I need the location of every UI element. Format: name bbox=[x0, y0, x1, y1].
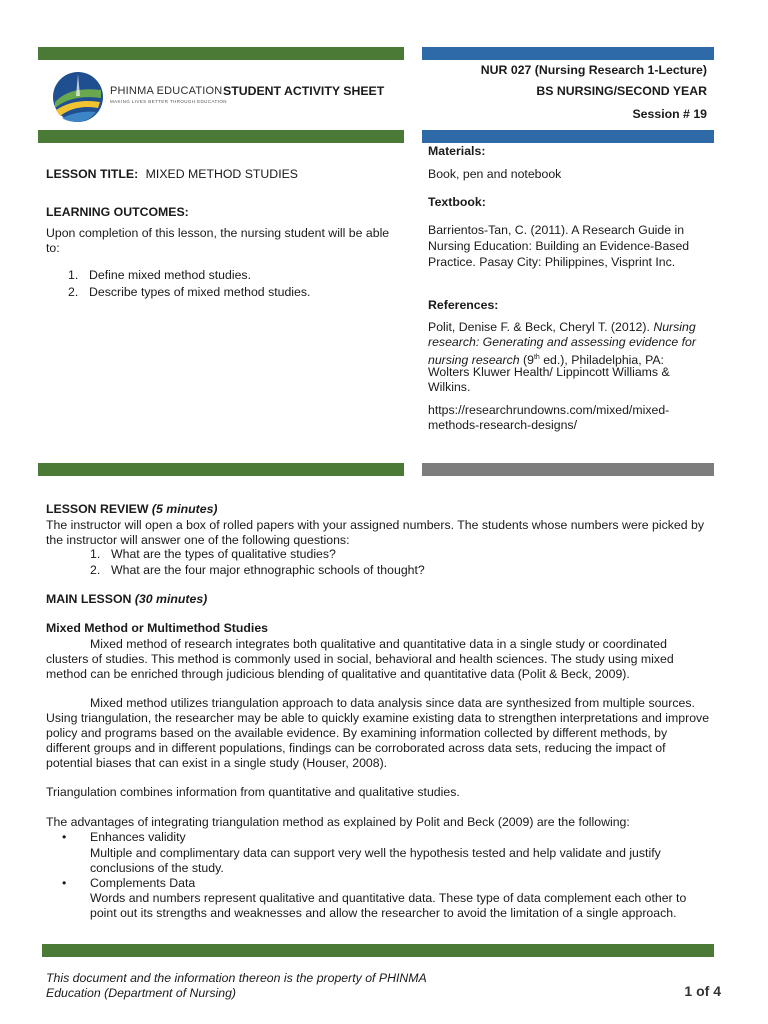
header-top-bar-left bbox=[38, 47, 404, 60]
materials-text: Book, pen and notebook bbox=[428, 167, 562, 181]
reference-publisher: ed.), Philadelphia, PA: bbox=[539, 353, 664, 368]
reference-1-line-5: Wilkins. bbox=[428, 380, 471, 394]
section-bar-left bbox=[38, 463, 404, 476]
question-text: What are the types of qualitative studies? bbox=[111, 547, 336, 561]
phinma-logo-icon bbox=[52, 68, 104, 126]
textbook-line: Practice. Pasay City: Philippines, Visprint Inc. bbox=[428, 255, 676, 269]
course-code: NUR 027 (Nursing Research 1-Lecture) bbox=[480, 63, 707, 77]
outcome-text: Define mixed method studies. bbox=[89, 268, 251, 282]
paragraph-2-line: Using triangulation, the researcher may be able to quickly examine existing data to strengthen interpretations and improve bbox=[46, 711, 710, 725]
reference-edition: (9 bbox=[519, 353, 534, 368]
main-subheading: Mixed Method or Multimethod Studies bbox=[46, 621, 269, 635]
reference-1-line-1 bbox=[428, 320, 696, 335]
review-text-line: the instructor will answer one of the following questions: bbox=[46, 533, 350, 547]
textbook-line: Barrientos-Tan, C. (2011). A Research Guide in bbox=[428, 223, 685, 237]
paragraph-3: Triangulation combines information from quantitative and qualitative studies. bbox=[46, 785, 460, 799]
outcome-number: 1. bbox=[68, 268, 79, 282]
textbook-heading: Textbook: bbox=[428, 195, 486, 209]
session-number: Session # 19 bbox=[632, 107, 707, 121]
paragraph-1-line: clusters of studies. This method is commonly used in social, behavioral and health sciences. The study using mixed bbox=[46, 652, 674, 666]
outcomes-intro-line-2: to: bbox=[46, 241, 60, 255]
sheet-title: STUDENT ACTIVITY SHEET bbox=[223, 84, 385, 98]
lesson-title-label: LESSON TITLE: bbox=[46, 167, 139, 181]
advantage-title: Enhances validity bbox=[90, 830, 186, 844]
header-bottom-bar-right bbox=[422, 130, 714, 143]
advantage-title: Complements Data bbox=[90, 876, 196, 890]
reference-edition-sup: th bbox=[533, 354, 540, 361]
references-heading: References: bbox=[428, 298, 499, 312]
advantage-text-line: point out its strengths and weaknesses and allow the researcher to avoid the limitation of a single approach. bbox=[90, 906, 677, 920]
outcome-text: Describe types of mixed method studies. bbox=[89, 285, 311, 299]
review-text-line: The instructor will open a box of rolled papers with your assigned numbers. The students whose numbers were picked by bbox=[46, 518, 704, 532]
reference-2-line-1[interactable]: https://researchrundowns.com/mixed/mixed- bbox=[428, 403, 670, 417]
paragraph-1-line: Mixed method of research integrates both qualitative and quantitative data in a single study or coordinated bbox=[90, 637, 667, 651]
main-lesson-duration: (30 minutes) bbox=[134, 592, 208, 606]
lesson-review-title: LESSON REVIEW bbox=[46, 502, 149, 516]
learning-outcomes-heading: LEARNING OUTCOMES: bbox=[46, 205, 189, 219]
question-text: What are the four major ethnographic schools of thought? bbox=[111, 563, 425, 577]
page-number: 1 of 4 bbox=[684, 983, 721, 999]
footer-line-1: This document and the information thereon is the property of PHINMA bbox=[46, 971, 427, 985]
materials-heading: Materials: bbox=[428, 144, 486, 158]
lesson-review-duration: (5 minutes) bbox=[151, 502, 218, 516]
lesson-title-value: MIXED METHOD STUDIES bbox=[145, 167, 299, 181]
reference-title-part: nursing research bbox=[428, 353, 520, 368]
reference-authors: Polit, Denise F. & Beck, Cheryl T. (2012). bbox=[428, 320, 654, 334]
reference-1-line-2 bbox=[428, 335, 696, 350]
reference-title-part: Nursing bbox=[653, 320, 696, 334]
footer-bar bbox=[42, 944, 714, 957]
paragraph-4: The advantages of integrating triangulation method as explained by Polit and Beck (2009) are the following: bbox=[46, 815, 630, 829]
reference-2-line-2[interactable]: methods-research-designs/ bbox=[428, 418, 577, 432]
reference-1-line-4: Wolters Kluwer Health/ Lippincott Williams & bbox=[428, 365, 670, 379]
reference-title-part: research: Generating and assessing evidence for bbox=[428, 335, 696, 349]
paragraph-1-line: method can be enriched through judicious blending of qualitative and quantitative data (Polit & Beck, 2009). bbox=[46, 667, 630, 681]
bullet-icon: • bbox=[62, 876, 67, 890]
bullet-icon: • bbox=[62, 830, 67, 844]
textbook-line: Nursing Education: Building an Evidence-Based bbox=[428, 239, 690, 253]
lesson-title bbox=[46, 167, 298, 182]
footer-line-2: Education (Department of Nursing) bbox=[46, 986, 237, 1000]
outcome-number: 2. bbox=[68, 285, 79, 299]
advantage-text-line: Words and numbers represent qualitative and quantitative data. These type of data complement each other to bbox=[90, 891, 687, 905]
logo-tagline: MAKING LIVES BETTER THROUGH EDUCATION bbox=[110, 99, 227, 104]
advantage-text-line: Multiple and complimentary data can support very well the hypothesis tested and help validate and justify bbox=[90, 846, 661, 860]
advantage-text-line: conclusions of the study. bbox=[90, 861, 224, 875]
header-bottom-bar-left bbox=[38, 130, 404, 143]
section-bar-right bbox=[422, 463, 714, 476]
main-lesson-title: MAIN LESSON bbox=[46, 592, 132, 606]
logo-name: PHINMA EDUCATION bbox=[110, 85, 223, 97]
lesson-review-heading bbox=[46, 502, 218, 517]
program-year: BS NURSING/SECOND YEAR bbox=[536, 84, 707, 98]
outcomes-intro-line-1: Upon completion of this lesson, the nursing student will be able bbox=[46, 226, 390, 240]
main-lesson-heading bbox=[46, 592, 207, 607]
paragraph-2-line: different groups and in different populations, findings can be corroborated across data sets, reducing the impact of bbox=[46, 741, 666, 755]
paragraph-2-line: Mixed method utilizes triangulation approach to data analysis since data are synthesized from multiple sources. bbox=[90, 696, 695, 710]
paragraph-2-line: potential biases that can exist in a single study (Houser, 2008). bbox=[46, 756, 388, 770]
question-number: 2. bbox=[90, 563, 101, 577]
header-top-bar-right bbox=[422, 47, 714, 60]
paragraph-2-line: policy and programs based on the available evidence. By examining information collected by different methods, by bbox=[46, 726, 668, 740]
question-number: 1. bbox=[90, 547, 101, 561]
